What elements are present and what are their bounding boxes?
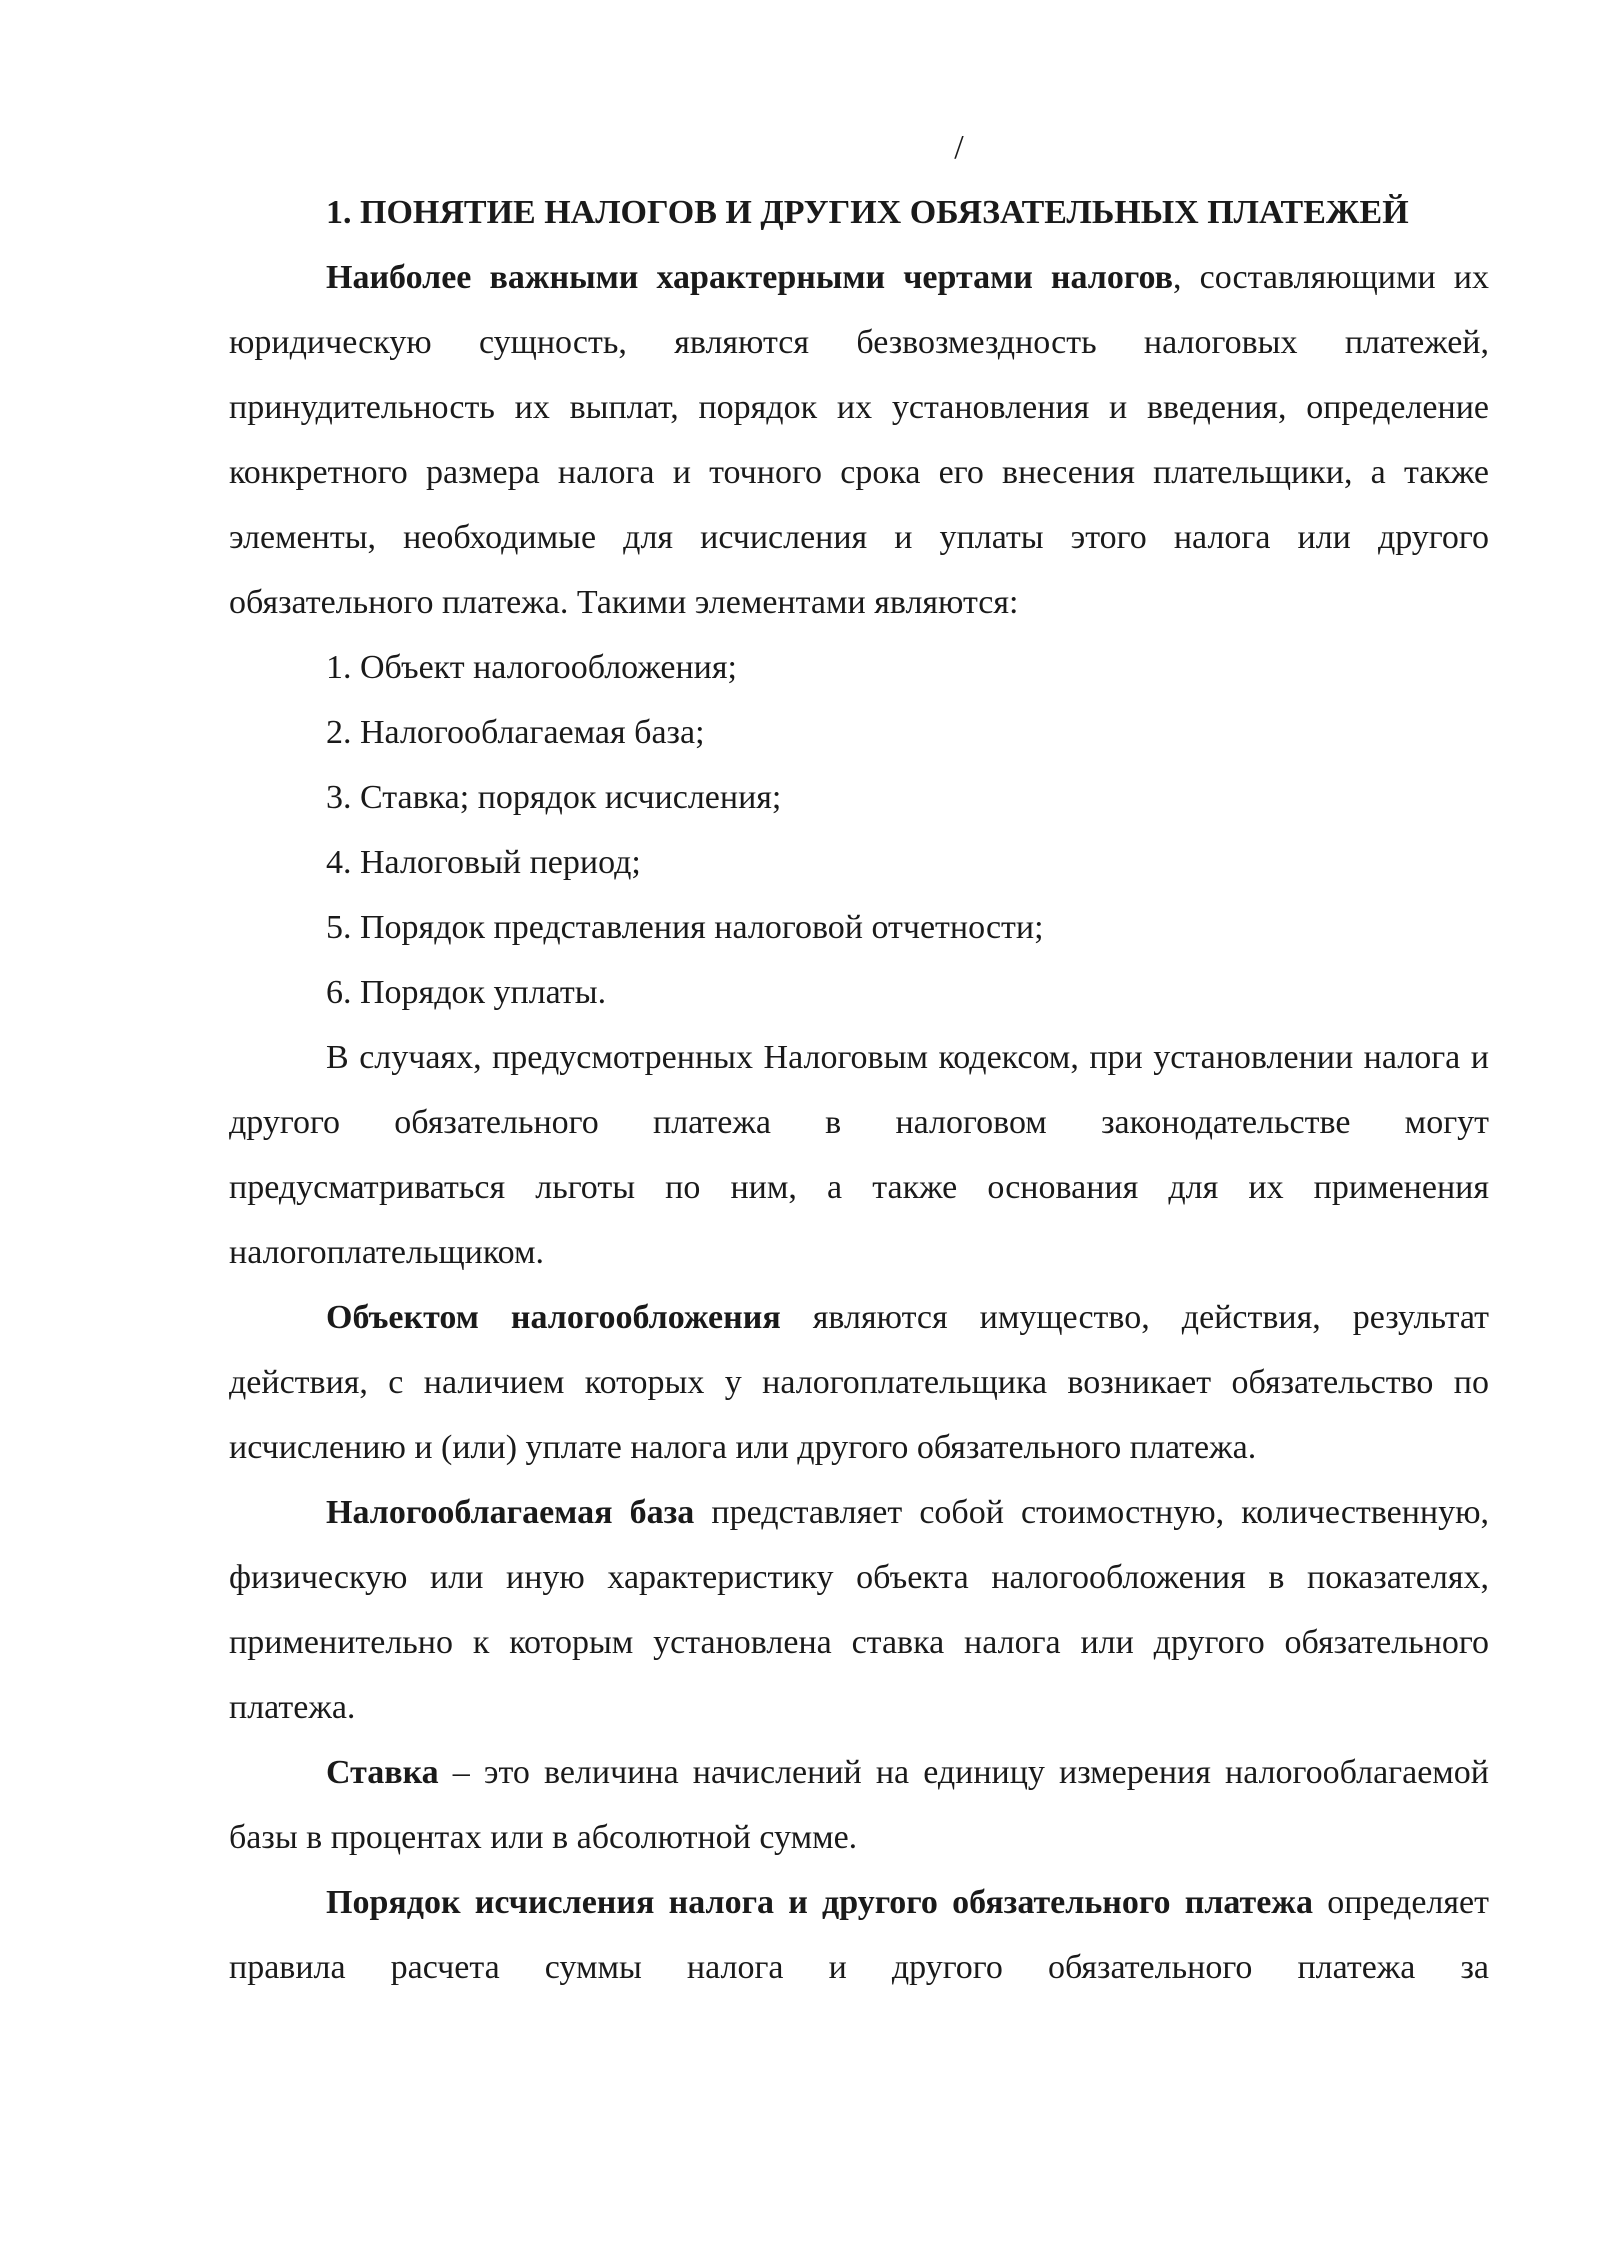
list-item: 2. Налогооблагаемая база;	[326, 714, 705, 751]
list-item: 1. Объект налогообложения;	[326, 649, 737, 686]
section-title: ПОНЯТИЕ НАЛОГОВ И ДРУГИХ ОБЯЗАТЕЛЬНЫХ ПЛАТЕЖЕЙ	[360, 194, 1409, 231]
base-bold-term: Налогооблагаемая база	[326, 1494, 695, 1531]
object-paragraph	[229, 1285, 1489, 1480]
benefits-paragraph: В случаях, предусмотренных Налоговым кодексом, при установлении налога и другого обязательного платежа в налоговом законодательстве могут предусматриваться льготы по ним, а также основания для их применения налогоплательщиком.	[229, 1039, 1489, 1271]
section-number: 1.	[326, 194, 352, 231]
calculation-bold-term: Порядок исчисления налога и другого обязательного платежа	[326, 1884, 1313, 1921]
rate-paragraph	[229, 1740, 1489, 1870]
list-item: 4. Налоговый период;	[326, 844, 641, 881]
intro-paragraph	[229, 245, 1489, 635]
list-item: 3. Ставка; порядок исчисления;	[326, 779, 782, 816]
base-text: представляет собой стоимостную, количественную, физическую или иную характеристику объекта налогообложения в показателях, применительно к которым установлена ставка налога или другого обязательного платежа.	[229, 1494, 1490, 1726]
document-page	[229, 115, 1489, 2000]
list-item: 5. Порядок представления налоговой отчетности;	[326, 909, 1044, 946]
elements-list	[229, 635, 1489, 1025]
rate-bold-term: Ставка	[326, 1754, 439, 1791]
list-item: 6. Порядок уплаты.	[326, 974, 607, 1011]
intro-bold-term: Наиболее важными характерными чертами налогов	[326, 259, 1173, 296]
rate-text: – это величина начислений на единицу измерения налогооблагаемой базы в процентах или в абсолютной сумме.	[229, 1754, 1489, 1856]
intro-text: , составляющими их юридическую сущность, являются безвозмездность налоговых платежей, принудительность их выплат, порядок их установления и введения, определение конкретного размера налога и точного срока его внесения плательщики, а также элементы, необходимые для исчисления и уплаты этого налога или другого обязательного платежа. Такими элементами являются:	[229, 259, 1489, 621]
calculation-paragraph	[229, 1870, 1489, 2000]
section-heading	[229, 180, 1489, 245]
page-marker: /	[954, 129, 964, 166]
base-paragraph	[229, 1480, 1489, 1740]
calculation-text: определяет правила расчета суммы налога и другого обязательного платежа за	[229, 1884, 1489, 1986]
object-bold-term: Объектом налогообложения	[326, 1299, 781, 1336]
object-text: являются имущество, действия, результат действия, с наличием которых у налогоплательщика возникает обязательство по исчислению и (или) уплате налога или другого обязательного платежа.	[229, 1299, 1489, 1466]
